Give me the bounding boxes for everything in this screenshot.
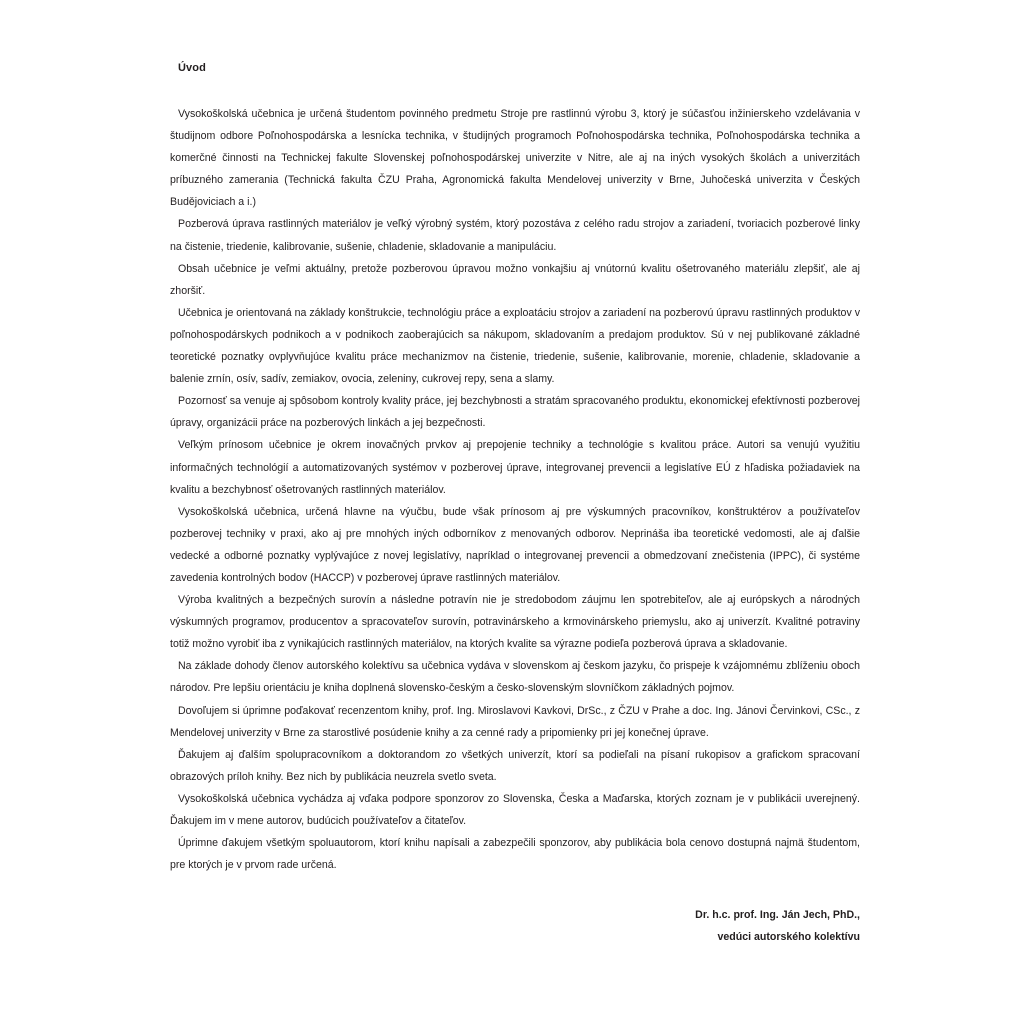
paragraph: Vysokoškolská učebnica, určená hlavne na výučbu, bude však prínosom aj pre výskumných pracovníkov, konštruktérov a používateľov pozberovej techniky v praxi, ako aj pre mnohých iných odborníkov z menovaných odborov. Neprináša iba teoretické vedomosti, ale aj ďalšie vedecké a odborné poznatky vyplývajúce z novej legislatívy, napríklad o integrovanej prevencii a obmedzovaní znečistenia (IPPC), či systéme zavedenia kontrolných bodov (HACCP) v pozberovej úprave rastlinných materiálov. xyxy=(170,505,860,584)
paragraph: Vysokoškolská učebnica je určená študentom povinného predmetu Stroje pre rastlinnú výrobu 3, ktorý je súčasťou inžinierskeho vzdelávania v študijnom odbore Poľnohospodárska a lesnícka technika, v študijných programoch Poľnohospodárska technika, Poľnohospodárska technika a komerčné činnosti na Technickej fakulte Slovenskej poľnohospodárskej univerzite v Nitre, ale aj na iných vysokých školách a univerzitách príbuzného zamerania (Technická fakulta ČZU Praha, Agronomická fakulta Mendelovej univerzity v Brne, Juhočeská univerzita v Českých Budějoviciach a i.) xyxy=(170,108,860,209)
page-title: Úvod xyxy=(178,62,206,74)
paragraph: Úprimne ďakujem všetkým spoluautorom, ktorí knihu napísali a zabezpečili sponzorov, aby publikácia bola cenovo dostupná najmä študentom, pre ktorých je v prvom rade určená. xyxy=(170,837,860,872)
paragraph: Pozberová úprava rastlinných materiálov je veľký výrobný systém, ktorý pozostáva z celého radu strojov a zariadení, tvoriacich pozberové linky na čistenie, triedenie, kalibrovanie, sušenie, chladenie, skladovanie a manipuláciu. xyxy=(170,218,860,253)
paragraph: Výroba kvalitných a bezpečných surovín a následne potravín nie je stredobodom záujmu len spotrebiteľov, ale aj európskych a národných výskumných programov, producentov a spracovateľov surovín, potravinárskeho a krmovinárskeho priemyslu, ako aj univerzít. Kvalitné potraviny totiž možno vyrobiť iba z vynikajúcich rastlinných materiálov, na ktorých kvalite sa výrazne podieľa pozberová úprava a skladovanie. xyxy=(170,594,860,651)
body-text xyxy=(170,103,860,876)
paragraph: Vysokoškolská učebnica vychádza aj vďaka podpore sponzorov zo Slovenska, Česka a Maďarska, ktorých zoznam je v publikácii uverejnený. Ďakujem im v mene autorov, budúcich používateľov a čitateľov. xyxy=(170,792,860,827)
paragraph: Pozornosť sa venuje aj spôsobom kontroly kvality práce, jej bezchybnosti a stratám spracovaného produktu, ekonomickej efektívnosti pozberovej úpravy, organizácii práce na pozberových linkách a jej bezpečnosti. xyxy=(170,395,860,430)
signature-name: Dr. h.c. prof. Ing. Ján Jech, PhD., xyxy=(695,909,860,921)
paragraph: Obsah učebnice je veľmi aktuálny, pretože pozberovou úpravou možno vonkajšiu aj vnútornú kvalitu ošetrovaného materiálu zlepšiť, ale aj zhoršiť. xyxy=(170,262,860,297)
paragraph: Ďakujem aj ďalším spolupracovníkom a doktorandom zo všetkých univerzít, ktorí sa podieľali na písaní rukopisov a grafickom spracovaní obrazových príloh knihy. Bez nich by publikácia neuzrela svetlo sveta. xyxy=(170,748,860,783)
paragraph: Veľkým prínosom učebnice je okrem inovačných prvkov aj prepojenie techniky a technológie s kvalitou práce. Autori sa venujú využitiu informačných technológií a automatizovaných systémov v pozberovej úprave, integrovanej prevencii a legislatíve EÚ z hľadiska požiadaviek na kvalitu a bezchybnosť ošetrovaných rastlinných materiálov. xyxy=(170,439,860,496)
signature-role: vedúci autorského kolektívu xyxy=(717,931,860,943)
paragraph: Učebnica je orientovaná na základy konštrukcie, technológiu práce a exploatáciu strojov a zariadení na pozberovú úpravu rastlinných produktov v poľnohospodárskych podnikoch a v podnikoch zaoberajúcich sa nákupom, skladovaním a predajom produktov. Sú v nej publikované základné teoretické poznatky ovplyvňujúce kvalitu práce mechanizmov na čistenie, triedenie, sušenie, kalibrovanie, morenie, chladenie, skladovanie a balenie zrnín, osív, sadív, zemiakov, ovocia, zeleniny, cukrovej repy, sena a slamy. xyxy=(170,306,860,386)
paragraph: Dovoľujem si úprimne poďakovať recenzentom knihy, prof. Ing. Miroslavovi Kavkovi, DrSc., z ČZU v Prahe a doc. Ing. Jánovi Červinkovi, CSc., z Mendelovej univerzity v Brne za starostlivé posúdenie knihy a za cenné rady a pripomienky pri jej konečnej úprave. xyxy=(170,704,860,739)
signature-block xyxy=(560,904,860,948)
paragraph: Na základe dohody členov autorského kolektívu sa učebnica vydáva v slovenskom aj českom jazyku, čo prispeje k vzájomnému zblíženiu oboch národov. Pre lepšiu orientáciu je kniha doplnená slovensko-českým a česko-slovenským slovníčkom základných pojmov. xyxy=(170,660,860,695)
